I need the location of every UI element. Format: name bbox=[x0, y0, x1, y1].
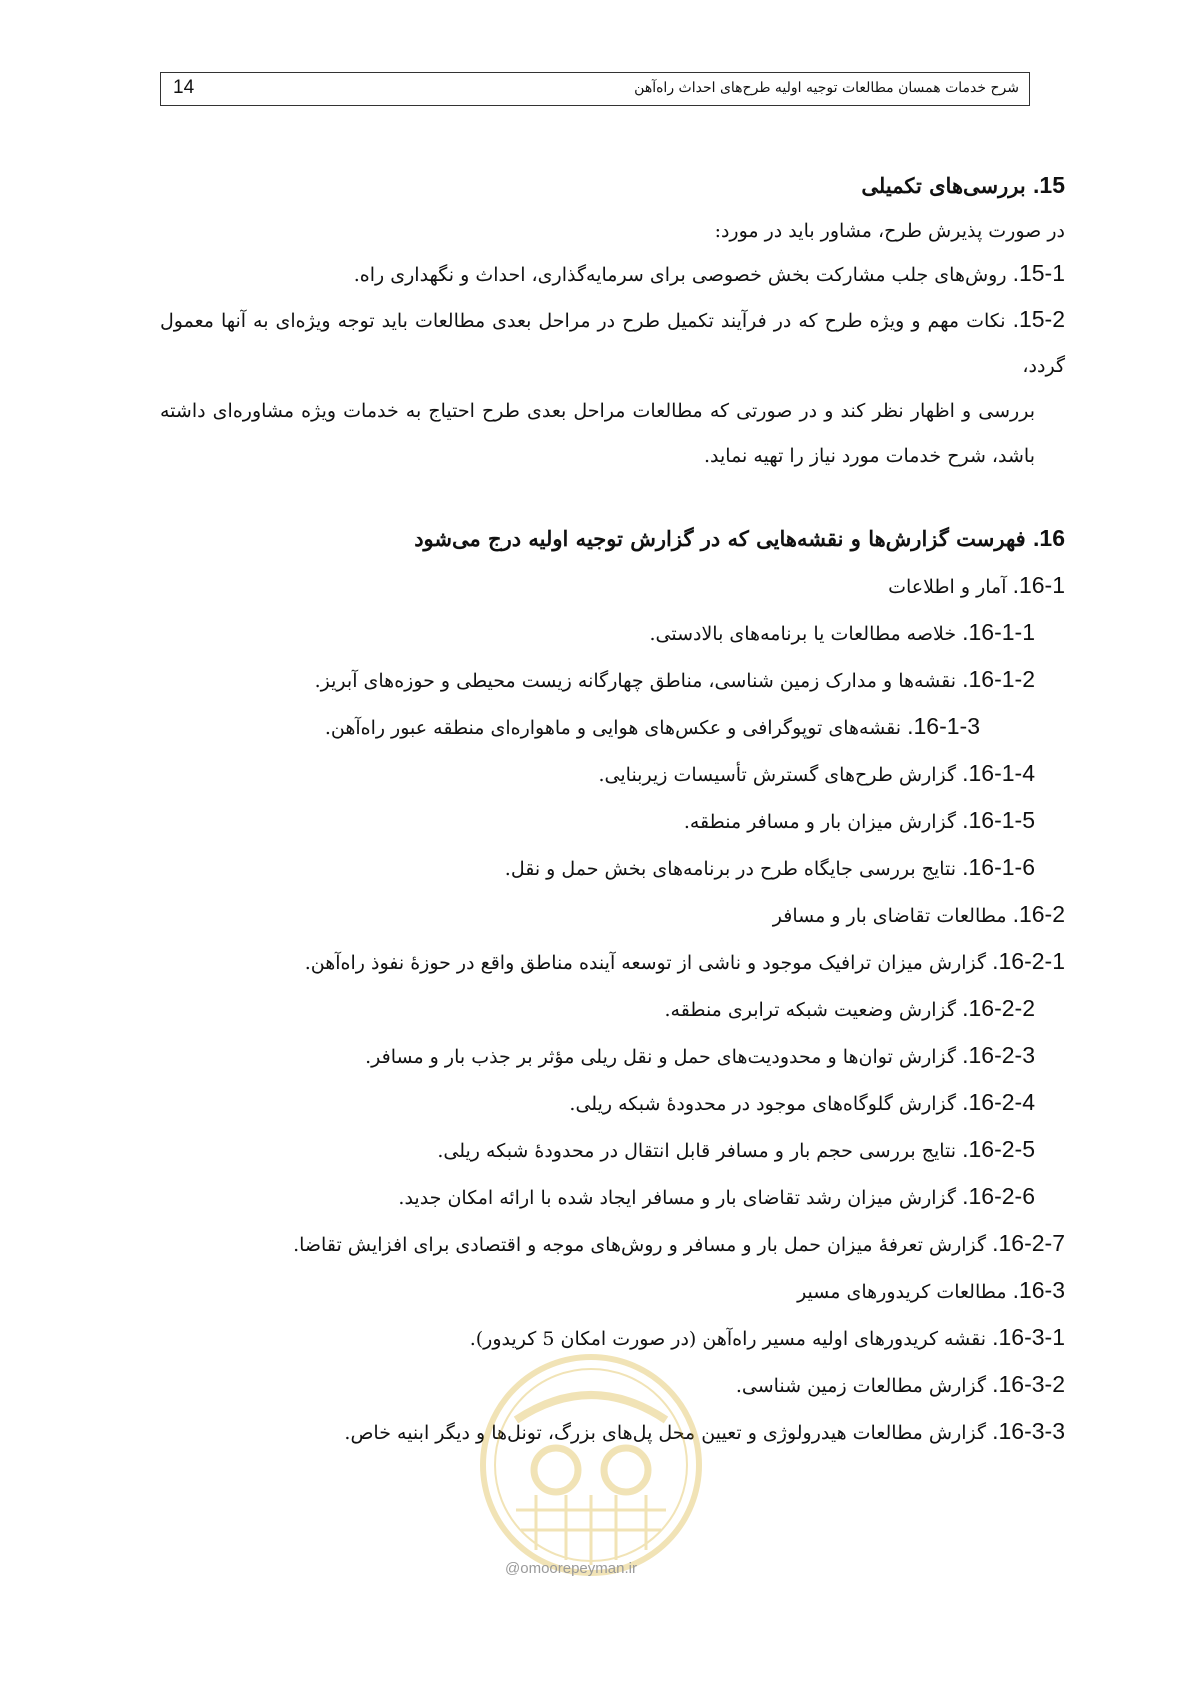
list-item: 16-1-4. گزارش طرح‌های گسترش تأسیسات زیربنایی. bbox=[598, 760, 1035, 786]
list-item: 16-2-1. گزارش میزان ترافیک موجود و ناشی از توسعه آینده مناطق واقع در حوزهٔ نفوذ راه‌آهن. bbox=[304, 948, 1065, 974]
item-number: 15-1. bbox=[1012, 260, 1065, 286]
list-item: 16-1-3. نقشه‌های توپوگرافی و عکس‌های هوایی و ماهواره‌ای منطقه عبور راه‌آهن. bbox=[324, 713, 980, 739]
list-item: 16-1. آمار و اطلاعات bbox=[888, 572, 1065, 598]
list-item: 16-2-4. گزارش گلوگاه‌های موجود در محدودهٔ شبکه ریلی. bbox=[569, 1089, 1035, 1115]
item-text: نکات مهم و ویژه طرح که در فرآیند تکمیل طرح در مراحل بعدی مطالعات باید توجه ویژه‌ای به آنها معمول گردد، bbox=[160, 310, 1065, 377]
list-item: 16-2-5. نتایج بررسی حجم بار و مسافر قابل انتقال در محدودهٔ شبکه ریلی. bbox=[437, 1136, 1035, 1162]
section-16-heading bbox=[160, 523, 1065, 554]
item-number: 15-2. bbox=[1012, 306, 1065, 332]
watermark-url: @omoorepeyman.ir bbox=[505, 1560, 637, 1577]
list-item: 16-2-7. گزارش تعرفهٔ میزان حمل بار و مسافر و روش‌های موجه و اقتصادی برای افزایش تقاضا. bbox=[293, 1230, 1065, 1256]
section-15-item-2 bbox=[160, 297, 1065, 389]
list-item: 16-2-2. گزارش وضعیت شبکه ترابری منطقه. bbox=[664, 995, 1035, 1021]
watermark-seal-icon bbox=[476, 1350, 706, 1580]
page-number: 14 bbox=[173, 77, 195, 98]
section-16-list bbox=[160, 562, 1065, 1455]
section-15-intro: در صورت پذیرش طرح، مشاور باید در مورد: bbox=[714, 220, 1065, 242]
item-text: روش‌های جلب مشارکت بخش خصوصی برای سرمایه‌گذاری، احداث و نگهداری راه. bbox=[353, 264, 1007, 286]
list-item: 16-3-2. گزارش مطالعات زمین شناسی. bbox=[735, 1371, 1065, 1397]
list-item: 16-1-6. نتایج بررسی جایگاه طرح در برنامه‌های بخش حمل و نقل. bbox=[504, 854, 1035, 880]
list-item: 16-1-5. گزارش میزان بار و مسافر منطقه. bbox=[683, 807, 1035, 833]
section-title: فهرست گزارش‌ها و نقشه‌هایی که در گزارش توجیه اولیه درج می‌شود bbox=[414, 526, 1026, 551]
section-15-heading bbox=[160, 170, 1065, 201]
running-title: شرح خدمات همسان مطالعات توجیه اولیه طرح‌های احداث راه‌آهن bbox=[634, 80, 1019, 96]
page-header bbox=[160, 72, 1030, 106]
list-item: 16-2-6. گزارش میزان رشد تقاضای بار و مسافر ایجاد شده با ارائه امکان جدید. bbox=[398, 1183, 1035, 1209]
section-title: بررسی‌های تکمیلی bbox=[861, 173, 1026, 198]
list-item: 16-3-1. نقشه کریدورهای اولیه مسیر راه‌آهن (در صورت امکان 5 کریدور). bbox=[469, 1324, 1065, 1350]
section-number: 15. bbox=[1033, 172, 1065, 198]
section-number: 16. bbox=[1033, 525, 1065, 551]
section-15-closing: بررسی و اظهار نظر کند و در صورتی که مطالعات مراحل بعدی طرح احتیاج به خدمات ویژه مشاوره‌ای داشته باشد، شرح خدمات مورد نیاز را تهیه نماید. bbox=[160, 400, 1035, 467]
page-content bbox=[160, 170, 1065, 1455]
list-item: 16-3. مطالعات کریدورهای مسیر bbox=[797, 1277, 1065, 1303]
list-item: 16-3-3. گزارش مطالعات هیدرولوژی و تعیین محل پل‌های بزرگ، تونل‌ها و دیگر ابنیه خاص. bbox=[344, 1418, 1065, 1444]
list-item: 16-1-2. نقشه‌ها و مدارک زمین شناسی، مناطق چهارگانه زیست محیطی و حوزه‌های آبریز. bbox=[314, 666, 1035, 692]
list-item: 16-1-1. خلاصه مطالعات یا برنامه‌های بالادستی. bbox=[649, 619, 1035, 645]
at-icon: @ bbox=[505, 1560, 521, 1577]
list-item: 16-2-3. گزارش توان‌ها و محدودیت‌های حمل و نقل ریلی مؤثر بر جذب بار و مسافر. bbox=[365, 1042, 1035, 1068]
section-15-item-1 bbox=[160, 257, 1065, 291]
list-item: 16-2. مطالعات تقاضای بار و مسافر bbox=[772, 901, 1065, 927]
